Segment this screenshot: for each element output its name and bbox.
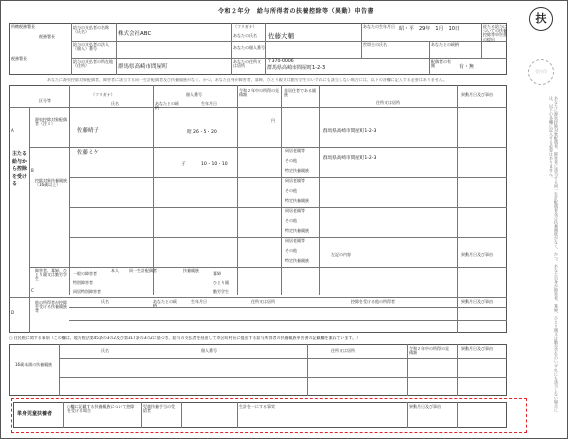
check-specific-4[interactable]: 特定扶養親族: [285, 258, 309, 263]
col-address: 住所又は居所: [376, 100, 400, 105]
under16-col-address: 住所又は居所: [331, 348, 355, 353]
check-senior-1[interactable]: 同居老親等: [285, 148, 305, 153]
check-other-4[interactable]: その他: [285, 248, 297, 253]
sectionD-col-birth: 生年月日: [191, 299, 207, 304]
office-suffix: 税務署長: [39, 34, 55, 39]
under16-col-income: 令和２年中の所得の見積額: [409, 346, 449, 356]
under16-col-change: 異動月日及び事由: [461, 346, 493, 351]
check-senior-4[interactable]: 同居老親等: [285, 238, 305, 243]
sectionC-student[interactable]: 勤労学生: [213, 289, 229, 294]
check-other-3[interactable]: その他: [285, 218, 297, 223]
col-name: 氏名: [111, 101, 119, 106]
tax-office-field[interactable]: 税務署長: [11, 56, 27, 61]
furigana-label: （フリガナ）: [233, 24, 257, 29]
reception-stamp: 受付印: [528, 59, 554, 85]
payer-name-label: 給与の支払者の名称（氏名）: [73, 25, 109, 35]
sectionD-col-other: 控除を受ける他の所得者: [351, 299, 395, 304]
col-furigana: （フリガナ）: [91, 92, 115, 97]
relative-1-relation[interactable]: 子: [181, 162, 186, 167]
sectionC-widow[interactable]: 寡婦: [213, 271, 221, 276]
under16-label: 16歳未満の扶養親族: [15, 362, 53, 367]
spouse-name[interactable]: 佐藤晴子: [77, 128, 100, 134]
sectionC-single-parent[interactable]: ひとり親: [213, 280, 229, 285]
spouse-address[interactable]: 群馬県高崎市問屋町1-2-3: [323, 129, 377, 134]
payer-address-label: 給与の支払者の所在地（住所）: [73, 59, 113, 69]
payer-number-label: 給与の支払者の法人（個人）番号: [73, 42, 109, 52]
office-label: 所轄税務署長: [11, 24, 35, 29]
sectionD-col-name: 氏名: [101, 299, 109, 304]
spouse-birth[interactable]: 昭 26・5・20: [187, 130, 217, 135]
householder-label: 世帯主の氏名: [363, 42, 387, 47]
check-senior-2[interactable]: 同居老親等: [285, 178, 305, 183]
sectionD-label: 他の所得者が控除を受ける扶養親族等: [35, 300, 67, 314]
sectionC-self: 本人: [111, 268, 119, 273]
sectionC-dependent: 扶養親族: [183, 268, 199, 273]
col-relation: あなたとの続柄: [155, 101, 179, 111]
your-number-label: あなたの個人番号: [233, 45, 265, 50]
check-other-1[interactable]: その他: [285, 158, 297, 163]
resident-tax-note: ○ 住民税に関する事項（この欄は、地方税法第45条の3の2及び第317条の3の2に基づき、給与の支払者を経由して市区町村長に提出する給与所得者の扶養親族申告書の記載欄を兼ねています。）: [9, 336, 361, 340]
sectionC-label: 障害者、寡婦、ひとり親又は勤労学生: [35, 268, 67, 282]
spouse-value[interactable]: 有・無: [459, 64, 475, 70]
single-parent-col2: 児童扶養手当の受給者: [143, 404, 175, 414]
secondary-label: 従たる給与についての扶養控除等申告書の提出: [483, 24, 507, 42]
check-specific-3[interactable]: 特定扶養親族: [285, 228, 309, 233]
instruction-line: あなたに源泉控除対象配偶者、障害者に該当する同一生計配偶者及び扶養親族がなく、かつ、あなた自身が障害者、寡婦、ひとり親又は勤労学生のいずれにも該当しない場合には、以下の各欄に記入する必要はありません。: [47, 78, 447, 82]
under16-col-name: 氏名: [101, 348, 109, 353]
your-address-label: あなたの住所又は居所: [233, 59, 261, 69]
sectionC-item-1[interactable]: 一般の障害者: [73, 271, 97, 276]
main-group-label: 主たる給与から控除を受ける: [12, 151, 28, 187]
payer-name-value[interactable]: 株式会社ABC: [118, 31, 152, 37]
label-D: D: [11, 310, 15, 315]
single-parent-col1: ○欄に記載する扶養親族について控除を受ける場合: [67, 404, 135, 414]
sectionC-change: 異動月日及び事由: [461, 252, 493, 257]
col-number: 個人番号: [186, 92, 202, 97]
your-name-label: あなたの氏名: [233, 33, 257, 38]
relation-label: あなたとの続柄: [431, 42, 459, 47]
col-birth: 生年月日: [201, 101, 217, 106]
yen-A: 円: [271, 118, 275, 123]
form-title: 令和２年分 給与所得者の扶養控除等（異動）申告書: [217, 8, 374, 15]
col-category: 区分等: [39, 98, 51, 103]
relative-1-name[interactable]: 佐藤ミケ: [77, 150, 100, 156]
postal-code[interactable]: 〒370-0006: [267, 59, 294, 64]
spouse-label: 配偶者の有無: [431, 59, 451, 69]
single-parent-label: 単身児童扶養者: [17, 411, 53, 417]
col-change: 異動月日及び事由: [461, 92, 493, 97]
birth-label: あなたの生年月日: [363, 24, 395, 29]
payer-address-value[interactable]: 群馬県高崎市問屋町: [118, 64, 168, 70]
sectionB-label: 控除対象扶養親族（16歳以上）: [35, 178, 67, 188]
sectionC-item-3[interactable]: 同居特別障害者: [73, 289, 101, 294]
check-senior-3[interactable]: 同居老親等: [285, 208, 305, 213]
relative-1-address[interactable]: 群馬県高崎市問屋町1-2-3: [323, 156, 377, 161]
col-income: 令和２年中の所得の見積額: [239, 88, 279, 98]
sectionA-label: 源泉控除対象配偶者（注１）: [35, 117, 67, 127]
your-address-value[interactable]: 群馬県高崎市問屋町1-2-3: [267, 65, 326, 71]
sectionD-col-relation: あなたとの続柄: [153, 299, 177, 309]
main-table: [9, 85, 507, 333]
check-specific-2[interactable]: 特定扶養親族: [285, 198, 309, 203]
your-name-value[interactable]: 佐藤大輔: [268, 32, 294, 40]
single-parent-col4: 異動月日及び事由: [409, 404, 441, 409]
sectionC-item-2[interactable]: 特別障害者: [73, 280, 93, 285]
under16-col-number: 個人番号: [201, 348, 217, 353]
sectionC-details: 左記の内容: [331, 252, 351, 257]
sectionC-spouse: 同一生計配偶者: [129, 268, 157, 273]
fu-circle-mark: 扶: [529, 7, 553, 31]
relative-1-birth[interactable]: 10・10・10: [201, 162, 228, 167]
sectionD-col-change: 異動月日及び事由: [461, 299, 493, 304]
label-B: B: [31, 168, 34, 173]
single-parent-col3: 生計を一にする事実: [239, 404, 275, 409]
label-C: C: [31, 288, 34, 293]
col-resident: 非居住者である親族: [284, 88, 316, 98]
side-instructions: あなたに源泉控除対象配偶者、障害者に該当する同一生計配偶者及び扶養親族がなく、かつ、あなた自身が障害者、寡婦、ひとり親又は勤労学生のいずれにも該当しない場合には、以下の各欄に記入する必要はありません。: [549, 96, 559, 412]
birth-value[interactable]: 昭・平 29年 1月 10日: [399, 26, 460, 32]
sectionD-col-address: 住所又は居所: [251, 299, 275, 304]
label-A: A: [11, 128, 14, 133]
check-other-2[interactable]: その他: [285, 188, 297, 193]
check-specific-1[interactable]: 特定扶養親族: [285, 168, 309, 173]
